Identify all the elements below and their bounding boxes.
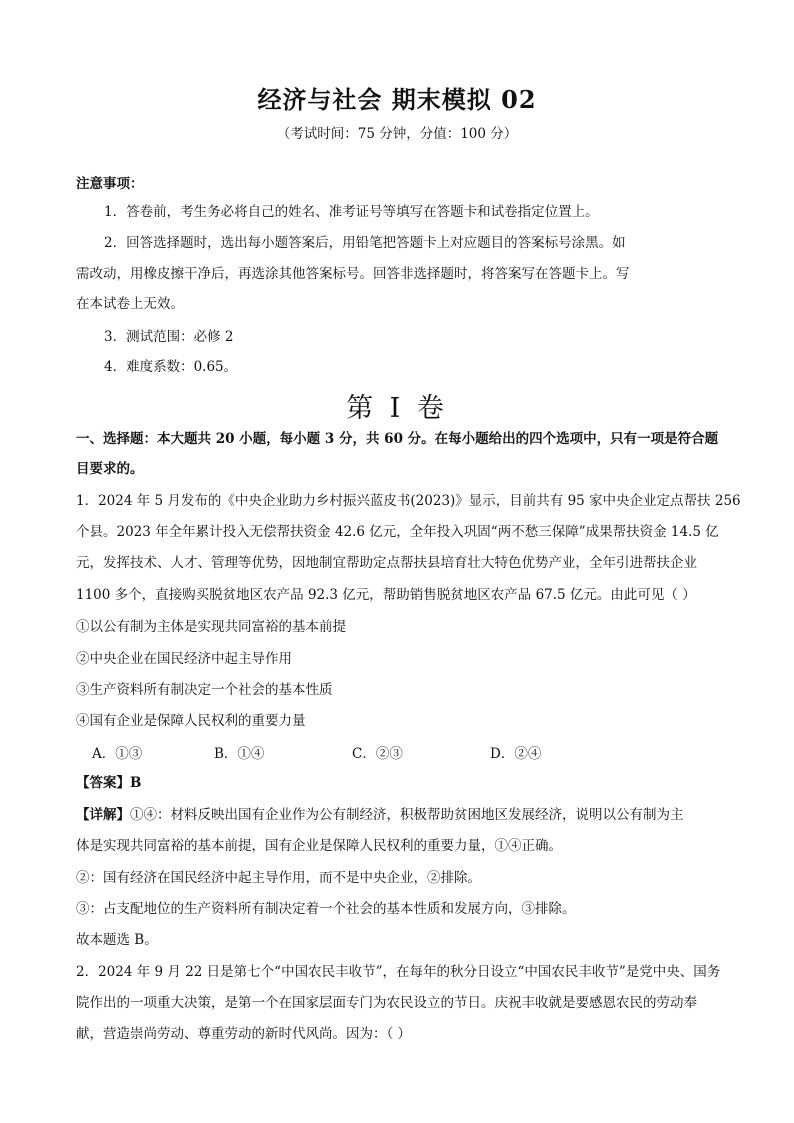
q2-stem-line-3: 献，营造崇尚劳动、尊重劳动的新时代风尚。因为：（ ） [76,1026,412,1042]
section-title: 第 I 卷 [346,393,448,424]
notice-item-1: 1．答卷前，考生务必将自己的姓名、准考证号等填写在答题卡和试卷指定位置上。 [104,204,599,220]
q1-detail-label: 【详解】 [76,807,130,823]
notice-item-2-line-3: 在本试卷上无效。 [76,296,184,312]
page-title: 经济与社会 期末模拟 02 [257,85,537,114]
q2-stem-line-2: 院作出的一项重大决策，是第一个在国家层面专门为农民设立的节日。庆祝丰收就是要感恩农民的劳动奉 [76,995,697,1011]
q1-statement-1: ①以公有制为主体是实现共同富裕的基本前提 [76,619,346,635]
q1-stem-line-3: 元，发挥技术、人才、管理等优势，因地制宜帮助定点帮扶县培育壮大特色优势产业，全年引进帮扶企业 [76,555,697,571]
q1-statement-3: ③生产资料所有制决定一个社会的基本性质 [76,682,333,698]
notice-item-4: 4．难度系数：0.65。 [104,359,238,375]
q1-option-b: B．①④ [214,746,265,762]
q1-statement-2: ②中央企业在国民经济中起主导作用 [76,651,292,667]
page-subtitle: （考试时间：75 分钟，分值：100 分） [276,126,518,142]
q1-statement-4: ④国有企业是保障人民权利的重要力量 [76,713,306,729]
q1-option-a: A．①③ [92,746,143,762]
q1-stem-line-4: 1100 多个，直接购买脱贫地区农产品 92.3 亿元，帮助销售脱贫地区农产品 67.5 亿元。由此可见（ ） [76,587,696,603]
section-intro-line-1: 一、选择题：本大题共 20 小题，每小题 3 分，共 60 分。在每小题给出的四个选项中，只有一项是符合题 [76,431,719,447]
q1-stem-line-1: 1．2024 年 5 月发布的《中央企业助力乡村振兴蓝皮书(2023)》显示，目前共有 95 家中央企业定点帮扶 256 [76,493,741,509]
q1-detail-line-2: 体是实现共同富裕的基本前提，国有企业是保障人民权利的重要力量，①④正确。 [76,838,562,854]
q1-option-d: D．②④ [490,746,542,762]
q1-answer: 【答案】B [76,775,142,791]
q1-stem-line-2: 个县。2023 年全年累计投入无偿帮扶资金 42.6 亿元，全年投入巩固“两不愁三保障”成果帮扶资金 14.5 亿 [76,524,719,540]
q1-options [92,742,652,762]
notice-item-3: 3．测试范围：必修 2 [104,329,234,345]
notice-heading: 注意事项： [76,176,144,192]
q1-option-c: C．②③ [352,746,403,762]
q1-detail-line-3: ②：国有经济在国民经济中起主导作用，而不是中央企业，②排除。 [76,870,481,886]
q1-detail-line-1 [76,805,684,825]
q1-detail-line-4: ③：占支配地位的生产资料所有制决定着一个社会的基本性质和发展方向，③排除。 [76,901,576,917]
notice-item-2-line-1: 2．回答选择题时，选出每小题答案后，用铅笔把答题卡上对应题目的答案标号涂黑。如 [104,235,626,251]
q1-conclusion: 故本题选 B。 [76,932,158,948]
q2-stem-line-1: 2．2024 年 9 月 22 日是第七个“中国农民丰收节”，在每年的秋分日设立“中国农民丰收节”是党中央、国务 [76,964,721,980]
q1-detail-text-1: ①④：材料反映出国有企业作为公有制经济，积极帮助贫困地区发展经济，说明以公有制为主 [130,807,684,823]
section-intro-line-2: 目要求的。 [76,461,144,477]
notice-item-2-line-2: 需改动，用橡皮擦干净后，再选涂其他答案标号。回答非选择题时，将答案写在答题卡上。写 [76,266,630,282]
